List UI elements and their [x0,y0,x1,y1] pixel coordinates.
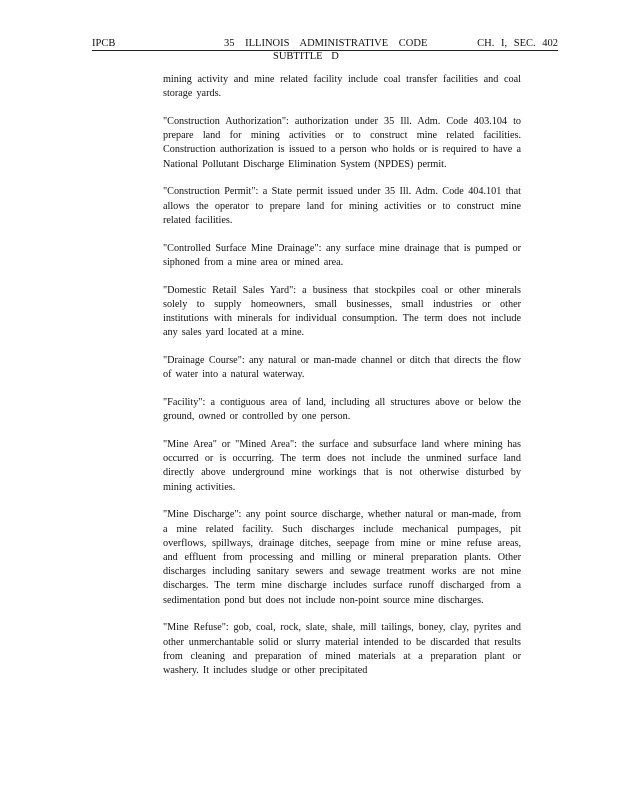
paragraph-continuation: mining activity and mine related facility include coal transfer facilities and coal storage yards. [163,74,521,100]
definition-facility: "Facility": a contiguous area of land, including all structures above or below the ground, owned or controlled by one person. [163,397,521,423]
header-subtitle: SUBTITLE D [273,51,339,62]
definition-mine-refuse: "Mine Refuse": gob, coal, rock, slate, shale, mill tailings, boney, clay, pyrites and other unmerchantable solid or slurry material intended to be discarded that results from cleaning and preparation of mined materials at a preparation plant or washery. It includes sludge or other precipitated [163,622,521,677]
header-agency: IPCB [92,38,116,49]
definitions-body [163,73,521,692]
page-header [92,38,558,51]
definition-construction-authorization: "Construction Authorization": authorization under 35 Ill. Adm. Code 403.104 to prepare land for mining activities or to construct mine related facilities. Construction authorization is issued to a person who holds or is required to have a National Pollutant Discharge Elimination System (NPDES) permit. [163,116,521,170]
definition-mine-discharge: "Mine Discharge": any point source discharge, whether natural or man-made, from a mine related facility. Such discharges include mechanical pumpages, pit overflows, spillways, drainage ditches, seepage from mine or mine refuse areas, and effluent from processing and milling or mineral preparation plants. Other discharges including sanitary sewers and sewage treatment works are not mine discharges. The term mine discharge includes surface runoff discharged from a sedimentation pond but does not include non-point source mine discharges. [163,509,521,606]
definition-controlled-surface-mine-drainage: "Controlled Surface Mine Drainage": any surface mine drainage that is pumped or siphoned from a mine area or mined area. [163,242,521,268]
definition-mine-area: "Mine Area" or "Mined Area": the surface and subsurface land where mining has occurred or is occurring. The term does not include the unmined surface land directly above underground mine workings that is not otherwise disturbed by mining activities. [163,439,521,493]
definition-construction-permit: "Construction Permit": a State permit issued under 35 Ill. Adm. Code 404.101 that allows the operator to prepare land for mining activities or to construct mine related facilities. [163,186,521,226]
header-section: CH. I, SEC. 402 [477,38,558,49]
definition-domestic-retail-sales-yard: "Domestic Retail Sales Yard": a business that stockpiles coal or other minerals solely to supply homeowners, small businesses, small industries or other institutions with minerals for individual consumption. The term does not include any sales yard located at a mine. [163,284,521,339]
definition-drainage-course: "Drainage Course": any natural or man-made channel or ditch that directs the flow of water into a natural waterway. [163,355,521,381]
header-code-title: 35 ILLINOIS ADMINISTRATIVE CODE [224,38,428,49]
